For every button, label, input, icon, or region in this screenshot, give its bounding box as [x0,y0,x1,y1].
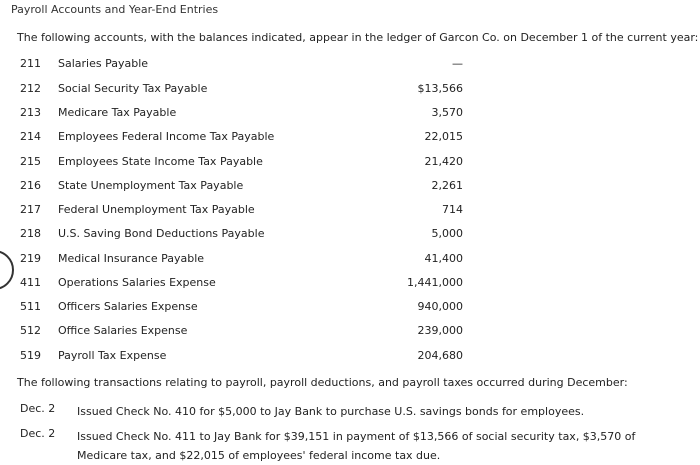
account-balance: 714 [442,203,463,216]
account-balance: 940,000 [417,300,463,313]
account-row [0,203,700,223]
transaction-date: Dec. 2 [20,427,56,440]
account-name: State Unemployment Tax Payable [58,179,244,192]
account-row [0,57,700,77]
account-number: 212 [20,82,41,95]
account-balance: $13,566 [417,82,463,95]
account-balance: 22,015 [424,130,463,143]
transaction-date: Dec. 2 [20,402,56,415]
account-row [0,179,700,199]
account-number: 519 [20,349,41,362]
account-number: 215 [20,155,41,168]
account-name: Employees Federal Income Tax Payable [58,130,275,143]
account-balance: 204,680 [417,349,463,362]
page-title: Payroll Accounts and Year-End Entries [11,3,219,16]
account-balance: 1,441,000 [407,276,463,289]
account-row [0,276,700,296]
account-number: 511 [20,300,41,313]
account-name: Employees State Income Tax Payable [58,155,263,168]
account-name: U.S. Saving Bond Deductions Payable [58,227,265,240]
account-number: 512 [20,324,41,337]
account-number: 211 [20,57,41,70]
account-number: 216 [20,179,41,192]
account-number: 219 [20,252,41,265]
account-row [0,324,700,344]
account-name: Officers Salaries Expense [58,300,198,313]
account-row [0,130,700,150]
account-balance: 2,261 [431,179,463,192]
account-row [0,300,700,320]
account-row [0,252,700,272]
account-balance: 41,400 [424,252,463,265]
account-row [0,82,700,102]
account-name: Payroll Tax Expense [58,349,167,362]
account-name: Salaries Payable [58,57,149,70]
transactions-intro: The following transactions relating to payroll, payroll deductions, and payroll taxes occurred during December: [17,376,628,389]
account-number: 218 [20,227,41,240]
account-number: 217 [20,203,41,216]
account-row [0,349,700,369]
account-balance: 3,570 [431,106,463,119]
transaction-description: Issued Check No. 411 to Jay Bank for $39,151 in payment of $13,566 of social security tax, $3,570 of Medicare tax, and $22,015 of employees' federal income tax due. [77,430,636,462]
account-row [0,227,700,247]
account-name: Operations Salaries Expense [58,276,216,289]
account-row [0,106,700,126]
account-name: Federal Unemployment Tax Payable [58,203,255,216]
account-balance: 5,000 [431,227,463,240]
account-balance: — [452,57,463,70]
transaction-description: Issued Check No. 410 for $5,000 to Jay Bank to purchase U.S. savings bonds for employees. [77,405,585,418]
account-balance: 21,420 [424,155,463,168]
intro-text: The following accounts, with the balances indicated, appear in the ledger of Garcon Co. on December 1 of the current year: [17,31,699,44]
account-number: 214 [20,130,41,143]
account-name: Medical Insurance Payable [58,252,205,265]
account-name: Medicare Tax Payable [58,106,177,119]
account-number: 213 [20,106,41,119]
account-balance: 239,000 [417,324,463,337]
account-name: Social Security Tax Payable [58,82,208,95]
account-row [0,155,700,175]
account-number: 411 [20,276,41,289]
account-name: Office Salaries Expense [58,324,188,337]
